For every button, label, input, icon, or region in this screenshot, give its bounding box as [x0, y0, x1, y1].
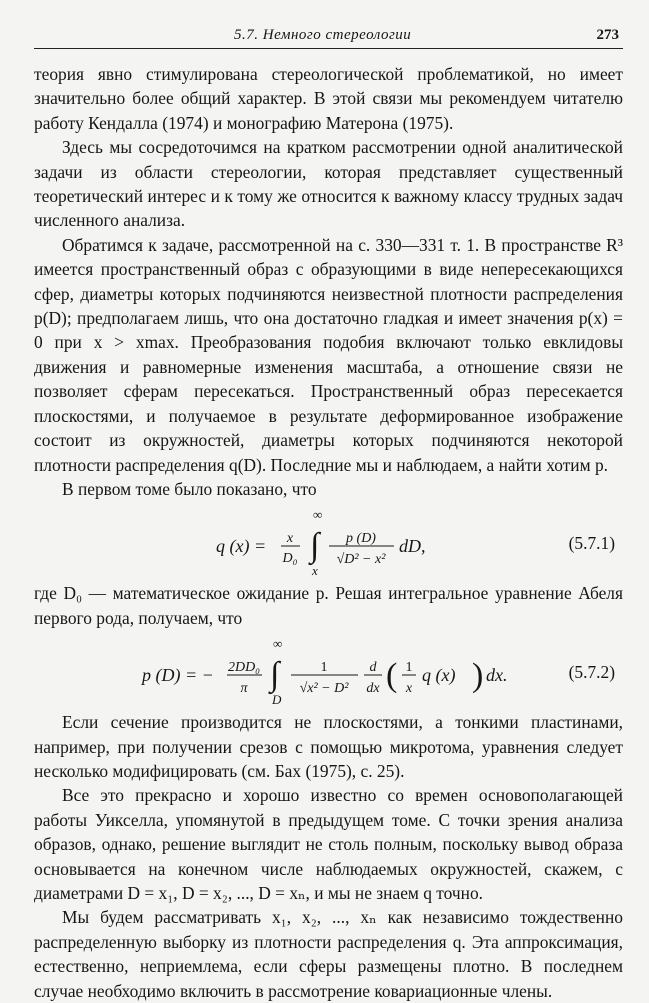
eq2-frac-num: 2DD₀ — [227, 660, 261, 676]
eq2-tail: dx. — [486, 665, 508, 686]
eq1-integrand-num: p (D) — [346, 531, 376, 547]
paragraph-5: где D₀ — математическое ожидание p. Решая интегральное уравнение Абеля первого рода, получаем, что — [34, 583, 623, 628]
equation-5-7-1 — [34, 507, 623, 579]
equation-number-5-7-1: (5.7.1) — [568, 533, 615, 554]
eq1-frac-num: x — [286, 531, 294, 547]
paragraph-3: Обратимся к задаче, рассмотренной на с. 330—331 т. 1. В пространстве R³ имеется пространственный образ с образующими в виде непересекающихся сфер, диаметры которых подчиняются неизвестной плотности распределения p(D); предполагаем лишь, что она достаточно гладкая и имеет значения p(x) = 0 при x > xmax. Преобразования подобия включают только евклидовы движения и равномерные изменения масштаба, а отношение связи не позволяет сферам пересекаться. Пространственный образ пересекается плоскостями, и получаемое в результате деформированное изображение состоит из окружностей, диаметры которых подчиняются некоторой плотности распределения q(D). Последние мы и наблюдаем, а найти хотим p. — [34, 234, 623, 475]
eq2-lhs: p (D) = − — [142, 665, 214, 686]
paragraph-6: Если сечение производится не плоскостями, а тонкими пластинами, например, при получении срезов с помощью микротома, уравнения следует несколько модифицировать (см. Бах (1975), с. 25). — [34, 712, 623, 781]
eq2-right-paren: ) — [472, 657, 484, 695]
running-header — [34, 24, 623, 49]
paragraph-1: теория явно стимулирована стереологической проблематикой, но имеет значительно более общий характер. В этой связи мы рекомендуем читателю работу Кендалла (1974) и монографию Матерона (1975). — [34, 64, 623, 133]
equation-5-7-1-formula — [34, 507, 623, 579]
page-body — [34, 62, 623, 1003]
eq2-deriv-num: d — [369, 660, 377, 676]
eq2-int-lower: D — [272, 692, 282, 708]
eq2-left-paren: ( — [386, 657, 398, 695]
paragraph-4: В первом томе было показано, что — [62, 478, 317, 499]
paragraph-8: Мы будем рассматривать x₁, x₂, ..., xₙ как независимо тождественно распределенную выборку из плотности распределения q. Эта аппроксимация, естественно, неприемлема, если сферы размещены плотно. В последнем случае необходимо включить в рассмотрение ковариационные члены. — [34, 907, 623, 1001]
eq2-inner-den: x — [405, 681, 413, 697]
eq2-int-upper: ∞ — [273, 636, 283, 652]
paragraph-7: Все это прекрасно и хорошо известно со времен основополагающей работы Уикселла, упомянутой в предыдущем томе. С точки зрения анализа образов, однако, решение выглядит не столь полным, поскольку вывод образа основывается на конечном числе наблюдаемых окружностей, скажем, с диаметрами D = x₁, D = x₂, ..., D = xₙ, и мы не знаем q точно. — [34, 785, 623, 903]
eq2-inner-tail: q (x) — [422, 665, 456, 686]
eq1-integral-sign: ∫ — [310, 527, 320, 565]
eq1-integrand-den: √D² − x² — [336, 552, 386, 568]
eq2-frac-den: π — [240, 681, 248, 697]
eq1-int-upper: ∞ — [313, 507, 323, 523]
eq1-int-lower: x — [312, 563, 318, 579]
eq2-deriv-den: dx — [366, 681, 380, 697]
eq1-tail: dD, — [399, 536, 426, 557]
equation-5-7-2 — [34, 636, 623, 708]
eq2-integrand-num: 1 — [320, 660, 328, 676]
eq1-frac-den: D₀ — [282, 551, 298, 567]
eq2-inner-num: 1 — [405, 660, 413, 676]
eq1-lhs: q (x) = — [216, 536, 267, 557]
paragraph-2: Здесь мы сосредоточимся на кратком рассмотрении одной аналитической задачи из области стереологии, которая представляет существенный теоретический интерес и к тому же относится к важному классу трудных задач численного анализа. — [34, 137, 623, 231]
running-title: 5.7. Немного стереологии — [234, 27, 412, 43]
eq2-integrand-den: √x² − D² — [299, 681, 349, 697]
eq2-integral-sign: ∫ — [270, 656, 280, 694]
equation-5-7-2-formula — [34, 636, 623, 708]
page-number: 273 — [596, 27, 619, 43]
equation-number-5-7-2: (5.7.2) — [568, 662, 615, 683]
